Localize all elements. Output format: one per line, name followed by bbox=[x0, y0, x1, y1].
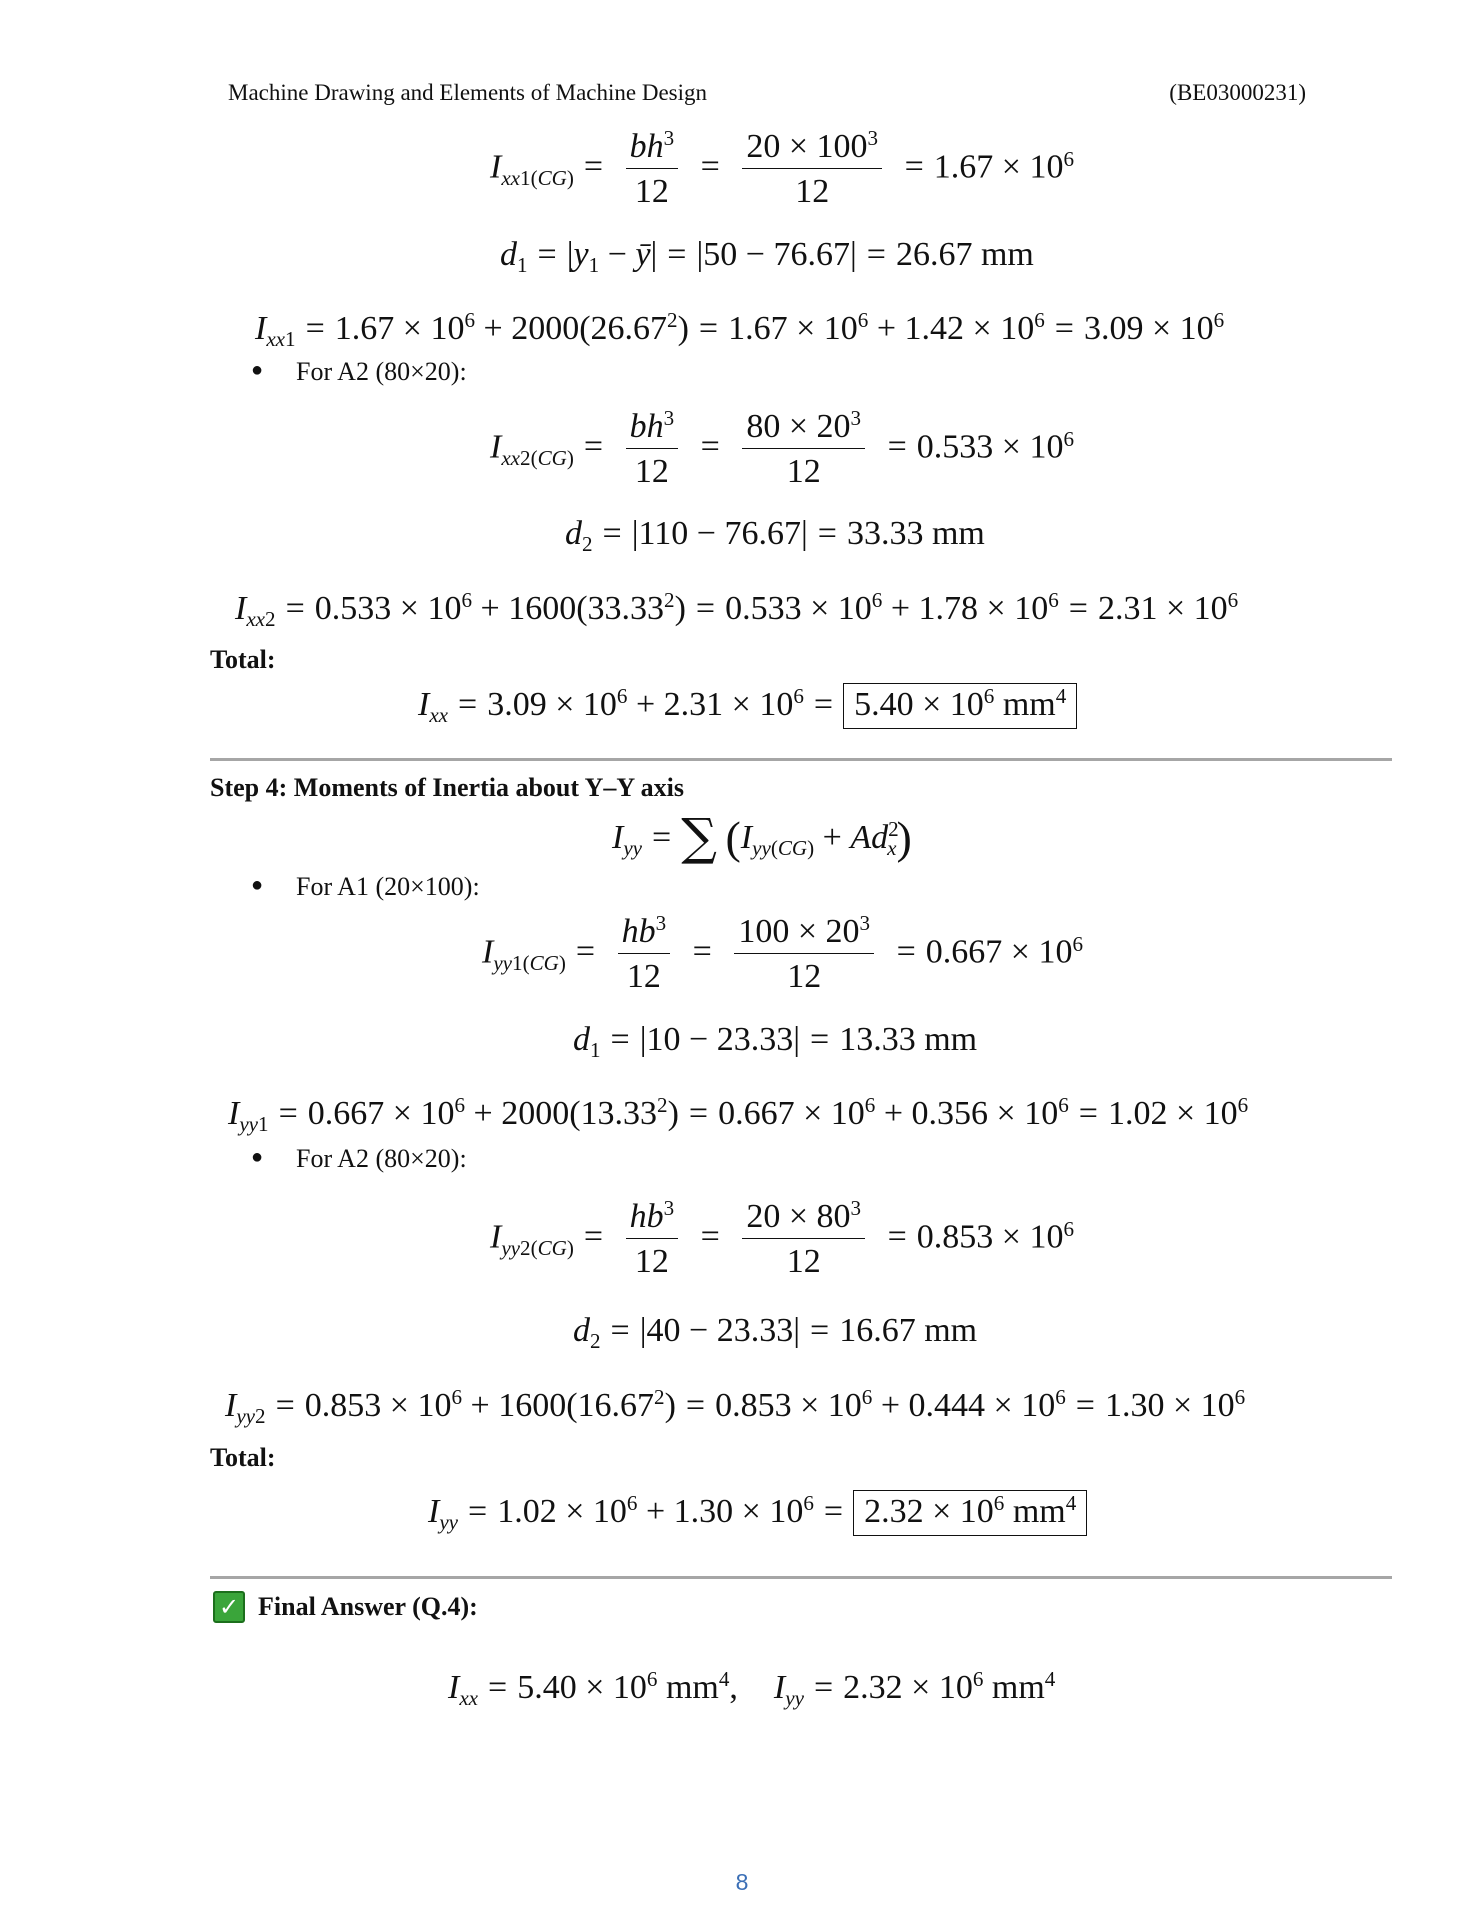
total-label-yy: Total: bbox=[210, 1443, 276, 1472]
eq-final-answer: $I_{xx} = 5.40 \times 10^6$ $mm^4$, $I_{yy} = 2.32 \times 10^6$ $mm^4$ bbox=[448, 1667, 1056, 1711]
eq-iyy-total: $I_{yy} = 1.02 \times 10^6 + 1.30 \times 10^6 = 2.32 \times 10^6$ $mm^4$ bbox=[428, 1490, 1087, 1536]
bullet-a2-yy: ● For A2 (80×20): bbox=[251, 1144, 467, 1173]
eq-iyy2: $I_{yy2} = 0.853 \times 10^6 + 1600(16.67^2) = 0.853 \times 10^6 + 0.444 \times 10^6 = 1.30 \times 10^6$ bbox=[225, 1385, 1246, 1429]
bullet-dot: ● bbox=[251, 874, 264, 896]
divider-2 bbox=[210, 1576, 1392, 1579]
iyy-result-box: $2.32 \times 10^6$ $mm^4$ bbox=[853, 1490, 1087, 1536]
eq-d2-xx: $d_2 = |110 - 76.67| = 33.33$ mm bbox=[565, 515, 985, 557]
bullet-a2-xx: ● For A2 (80×20): bbox=[251, 357, 467, 386]
eq-ixx1: $I_{xx1} = 1.67 \times 10^6 + 2000(26.67^2) = 1.67 \times 10^6 + 1.42 \times 10^6 = 3.09 \times 10^6$ bbox=[255, 308, 1225, 352]
eq-d2-yy: $d_2 = |40 - 23.33| = 16.67$ mm bbox=[573, 1312, 978, 1354]
final-answer-label: Final Answer (Q.4): bbox=[258, 1592, 478, 1621]
eq-iyy-sum: $I_{yy}$ = ∑ $(I_{yy(CG)} + Ad^2_x)$ bbox=[612, 808, 912, 866]
eq-d1-yy: $d_1 = |10 - 23.33| = 13.33$ mm bbox=[573, 1021, 978, 1063]
header-course-title: Machine Drawing and Elements of Machine Design bbox=[228, 80, 708, 105]
step4-title: Step 4: Moments of Inertia about Y–Y axis bbox=[210, 773, 684, 802]
total-label-xx: Total: bbox=[210, 645, 276, 674]
eq-ixx2: $I_{xx2} = 0.533 \times 10^6 + 1600(33.33^2) = 0.533 \times 10^6 + 1.78 \times 10^6 = 2.31 \times 10^6$ bbox=[235, 588, 1239, 632]
bullet-a1-yy: ● For A1 (20×100): bbox=[251, 872, 480, 901]
eq-iyy2-cg: $I_{yy2(CG)}$ = $\frac{hb^3}{12}$ = $\frac{20 \times 80^3}{12}$ = $0.853 \times 10^6$ bbox=[490, 1196, 1074, 1280]
eq-d1-xx: $d_1 = |y_1$ − ȳ| = |50 − 76.67| = 26.67 mm bbox=[500, 236, 1034, 278]
header-course-code: (BE03000231) bbox=[1169, 80, 1306, 105]
eq-iyy1: $I_{yy1} = 0.667 \times 10^6 + 2000(13.33^2) = 0.667 \times 10^6 + 0.356 \times 10^6 = 1.02 \times 10^6$ bbox=[228, 1093, 1249, 1137]
divider-1 bbox=[210, 758, 1392, 761]
eq-iyy1-cg: $I_{yy1(CG)}$ = $\frac{hb^3}{12}$ = $\frac{100 \times 20^3}{12}$ = $0.667 \times 10^6$ bbox=[482, 911, 1083, 995]
bullet-dot: ● bbox=[251, 359, 264, 381]
page-number: 8 bbox=[735, 1869, 749, 1895]
eq-ixx-total: $I_{xx} = 3.09 \times 10^6 + 2.31 \times 10^6 = 5.40 \times 10^6$ $mm^4$ bbox=[418, 683, 1077, 729]
eq-ixx2-cg: $I_{xx2(CG)}$ = $\frac{bh^3}{12}$ = $\frac{80 \times 20^3}{12}$ = $0.533 \times 10^6$ bbox=[490, 406, 1074, 490]
check-mark-icon: ✓ bbox=[213, 1591, 245, 1623]
bullet-dot: ● bbox=[251, 1146, 264, 1168]
ixx-result-box: $5.40 \times 10^6$ $mm^4$ bbox=[843, 683, 1077, 729]
eq-ixx1-cg: $I_{xx1(CG)}$ = $\frac{bh^3}{12}$ = $\frac{20 \times 100^3}{12}$ = $1.67 \times 10^6$ bbox=[490, 126, 1074, 210]
